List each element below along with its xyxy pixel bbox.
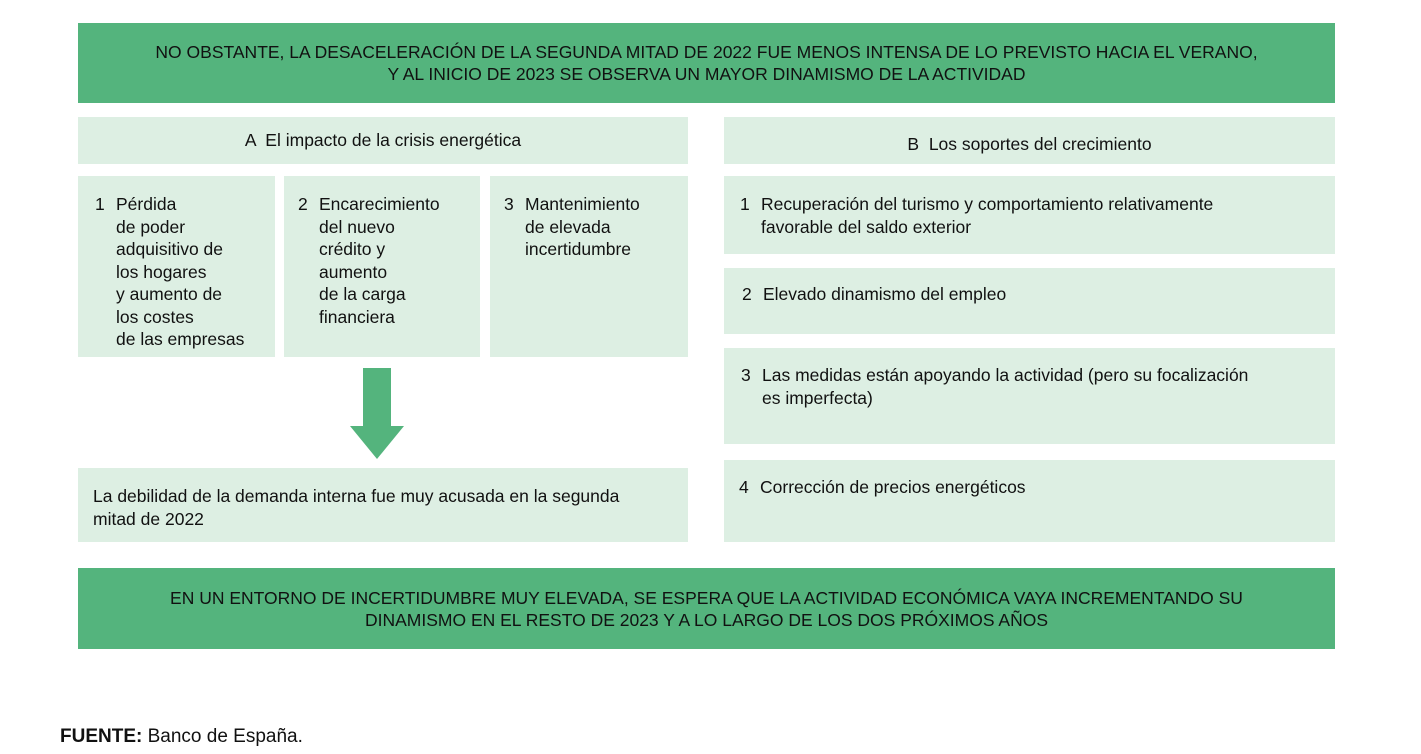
item-text-line: Mantenimiento xyxy=(525,194,640,214)
source-text: Banco de España. xyxy=(147,726,303,747)
panel-b-title: B Los soportes del crecimiento xyxy=(907,133,1152,154)
item-text-line: es imperfecta) xyxy=(762,387,873,408)
panel-b-header xyxy=(724,117,1335,164)
item-text-line: de poder xyxy=(116,216,186,237)
item-text-line: de las empresas xyxy=(116,329,245,349)
item-number: 3 xyxy=(504,194,514,214)
item-number: 2 xyxy=(742,284,752,304)
item-number: 1 xyxy=(740,194,750,214)
source-note xyxy=(60,726,660,750)
panel-b-item-3 xyxy=(724,348,1335,444)
arrow-head xyxy=(350,426,404,459)
item-text-line: y aumento de xyxy=(116,284,223,304)
top-banner-line-2: Y AL INICIO DE 2023 SE OBSERVA UN MAYOR DINAMISMO DE LA ACTIVIDAD xyxy=(387,64,1026,84)
item-number: 3 xyxy=(741,365,751,385)
arrow-shaft xyxy=(363,368,391,426)
item-text-line: incertidumbre xyxy=(525,239,632,259)
item-text-line: Pérdida xyxy=(116,194,177,214)
panel-a-title: A El impacto de la crisis energética xyxy=(244,130,522,150)
source-label: FUENTE: xyxy=(60,726,143,747)
panel-a-item-3 xyxy=(490,176,688,357)
item-text-line: adquisitivo de xyxy=(116,239,224,259)
conclusion-line-2: mitad de 2022 xyxy=(93,509,204,529)
bottom-banner xyxy=(78,568,1335,649)
item-text-line: aumento xyxy=(319,261,388,282)
item-text-line: favorable del saldo exterior xyxy=(761,216,972,237)
panel-a-item-1 xyxy=(78,176,275,357)
item-text-line: Corrección de precios energéticos xyxy=(760,477,1026,497)
panel-a-conclusion xyxy=(78,468,688,542)
top-banner xyxy=(78,23,1335,103)
item-text-line: Las medidas están apoyando la actividad (pero su focalización xyxy=(762,365,1249,385)
item-text-line: crédito y xyxy=(319,239,386,259)
panel-b-item-2 xyxy=(724,268,1335,334)
item-text-line: Recuperación del turismo y comportamiento relativamente xyxy=(761,194,1214,214)
item-number: 2 xyxy=(298,194,308,214)
panel-b-item-1 xyxy=(724,176,1335,254)
item-text-line: del nuevo xyxy=(319,216,395,237)
bottom-banner-line-1: EN UN ENTORNO DE INCERTIDUMBRE MUY ELEVADA, SE ESPERA QUE LA ACTIVIDAD ECONÓMICA VAYA INCREMENTANDO SU xyxy=(170,587,1243,608)
item-text-line: Encarecimiento xyxy=(319,194,440,214)
down-arrow-icon xyxy=(350,367,404,460)
item-text-line: de la carga xyxy=(319,284,406,304)
item-text-line: los costes xyxy=(116,306,194,327)
item-text-line: financiera xyxy=(319,306,395,327)
bottom-banner-line-2: DINAMISMO EN EL RESTO DE 2023 Y A LO LARGO DE LOS DOS PRÓXIMOS AÑOS xyxy=(364,609,1049,630)
panel-a-item-2 xyxy=(284,176,480,357)
item-text-line: de elevada xyxy=(525,216,611,237)
item-number: 4 xyxy=(739,477,749,497)
conclusion-line-1: La debilidad de la demanda interna fue muy acusada en la segunda xyxy=(93,486,620,506)
item-text-line: Elevado dinamismo del empleo xyxy=(763,284,1007,304)
item-number: 1 xyxy=(95,194,105,214)
panel-b-item-4 xyxy=(724,460,1335,542)
panel-a-header xyxy=(78,117,688,164)
top-banner-line-1: NO OBSTANTE, LA DESACELERACIÓN DE LA SEGUNDA MITAD DE 2022 FUE MENOS INTENSA DE LO PREVISTO HACIA EL VERANO, xyxy=(155,42,1258,62)
item-text-line: los hogares xyxy=(116,261,207,282)
